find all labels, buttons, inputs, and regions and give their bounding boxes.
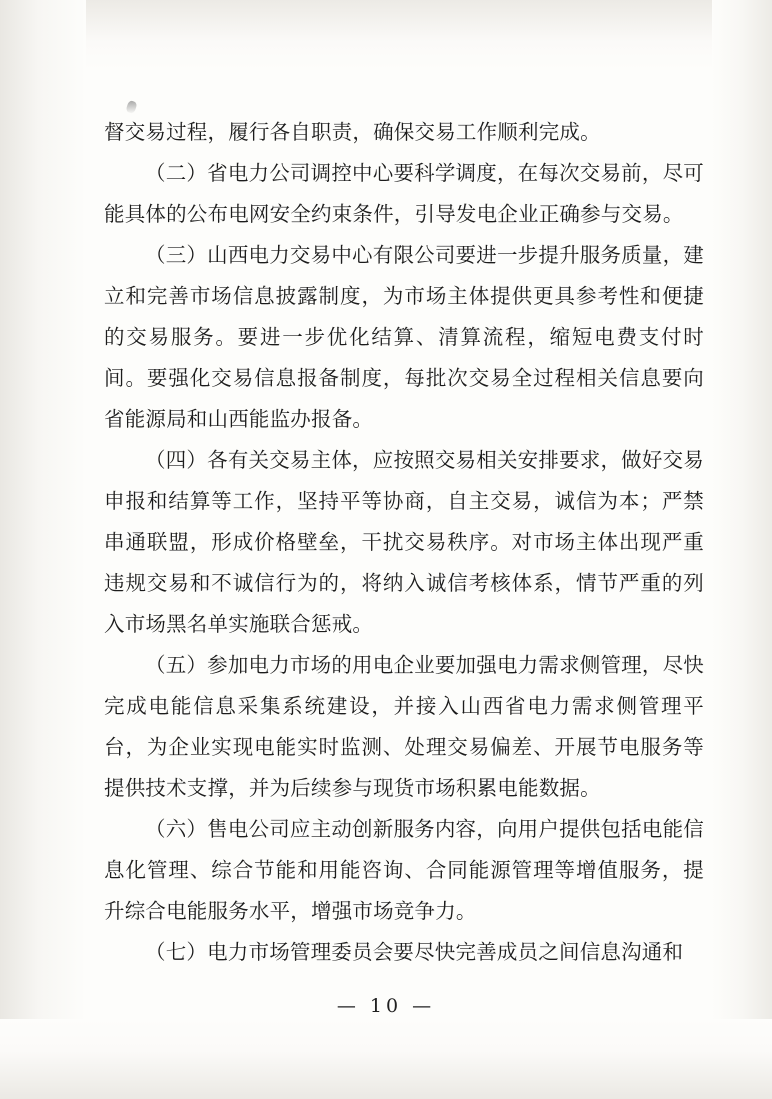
paragraph-item-3: （三）山西电力交易中心有限公司要进一步提升服务质量，建立和完善市场信息披露制度，为市场主体提供更具参考性和便捷的交易服务。要进一步优化结算、清算流程，缩短电费支付时间。要强化交易信息报备制度，每批次交易全过程相关信息要向省能源局和山西能监办报备。 [104, 243, 704, 431]
scan-shadow-left [0, 0, 86, 1099]
scan-shadow-right [712, 0, 772, 1099]
page-number: — 10 — [336, 995, 436, 1017]
paragraph-item-5: （五）参加电力市场的用电企业要加强电力需求侧管理，尽快完成电能信息采集系统建设，并接入山西省电力需求侧管理平台，为企业实现电能实时监测、处理交易偏差、开展节电服务等提供技术支撑，并为后续参与现货市场积累电能数据。 [104, 653, 704, 800]
paragraph-item-4: （四）各有关交易主体，应按照交易相关安排要求，做好交易申报和结算等工作，坚持平等协商，自主交易，诚信为本；严禁串通联盟，形成价格壁垒，干扰交易秩序。对市场主体出现严重违规交易和不诚信行为的，将纳入诚信考核体系，情节严重的列入市场黑名单实施联合惩戒。 [104, 448, 704, 636]
paragraph-item-7: （七）电力市场管理委员会要尽快完善成员之间信息沟通和 [145, 940, 684, 964]
document-body [104, 112, 704, 973]
paragraph-continued: 督交易过程，履行各自职责，确保交易工作顺利完成。 [104, 120, 601, 144]
scan-shadow-top [0, 0, 772, 70]
scan-shadow-bottom [0, 1019, 772, 1099]
paragraph-item-6: （六）售电公司应主动创新服务内容，向用户提供包括电能信息化管理、综合节能和用能咨询、合同能源管理等增值服务，提升综合电能服务水平，增强市场竞争力。 [104, 817, 704, 923]
paragraph-item-2: （二）省电力公司调控中心要科学调度，在每次交易前，尽可能具体的公布电网安全约束条件，引导发电企业正确参与交易。 [104, 161, 704, 226]
